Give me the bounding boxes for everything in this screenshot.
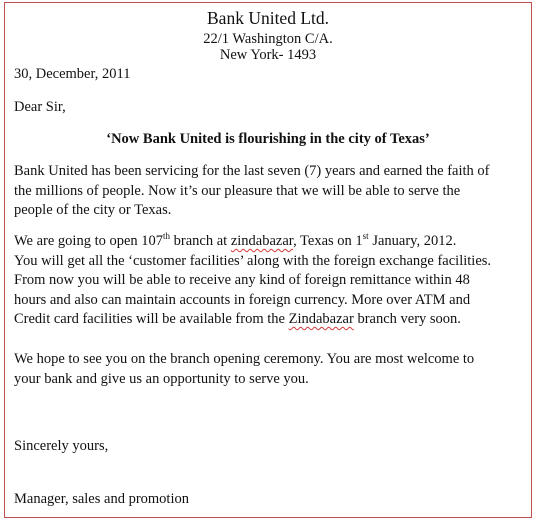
subject-line: ‘Now Bank United is flourishing in the city of Texas’ (106, 131, 430, 147)
ordinal-suffix: st (362, 231, 369, 242)
address-line-1: 22/1 Washington C/A. (203, 31, 333, 47)
paragraph-line: From now you will be able to receive any kind of foreign remittance within 48 (14, 272, 470, 288)
paragraph-branch-opening (14, 231, 491, 329)
text-segment: January, 2012. (368, 233, 457, 249)
text-segment: Credit card facilities will be available from the (14, 311, 289, 327)
bank-name: Bank United Ltd. (207, 8, 329, 28)
paragraph-line: You will get all the ‘customer facilities’ along with the foreign exchange facilities. (14, 252, 492, 269)
ordinal-suffix: th (163, 231, 171, 242)
paragraph-line: hours and also can maintain accounts in foreign currency. More over ATM and (14, 291, 471, 308)
paragraph-line: the millions of people. Now it’s our pleasure that we will be able to serve the (14, 182, 461, 199)
salutation: Dear Sir, (14, 99, 66, 115)
paragraph-line (14, 231, 491, 251)
text-segment: branch at (170, 233, 231, 249)
misspelled-word: zindabazar (230, 233, 294, 249)
paragraph-line (14, 309, 491, 329)
paragraph-line: Bank United has been servicing for the last seven (7) years and earned the faith of (14, 163, 490, 179)
paragraph-line: We hope to see you on the branch opening ceremony. You are most welcome to (14, 351, 475, 367)
letter-date: 30, December, 2011 (14, 66, 131, 82)
misspelled-word: Zindabazar (288, 311, 354, 327)
paragraph-intro (14, 161, 490, 220)
closing: Sincerely yours, (14, 438, 109, 454)
text-segment: branch very soon. (353, 311, 461, 327)
paragraph-line: people of the city or Texas. (14, 202, 172, 218)
letter-page (4, 2, 532, 518)
text-segment: , Texas on 1 (293, 233, 363, 249)
text-segment: We are going to open 107 (14, 233, 164, 249)
address-line-2: New York- 1493 (219, 47, 317, 63)
paragraph-invitation (14, 349, 474, 388)
signature-title: Manager, sales and promotion (14, 491, 189, 507)
paragraph-line: your bank and give us an opportunity to serve you. (14, 370, 309, 387)
